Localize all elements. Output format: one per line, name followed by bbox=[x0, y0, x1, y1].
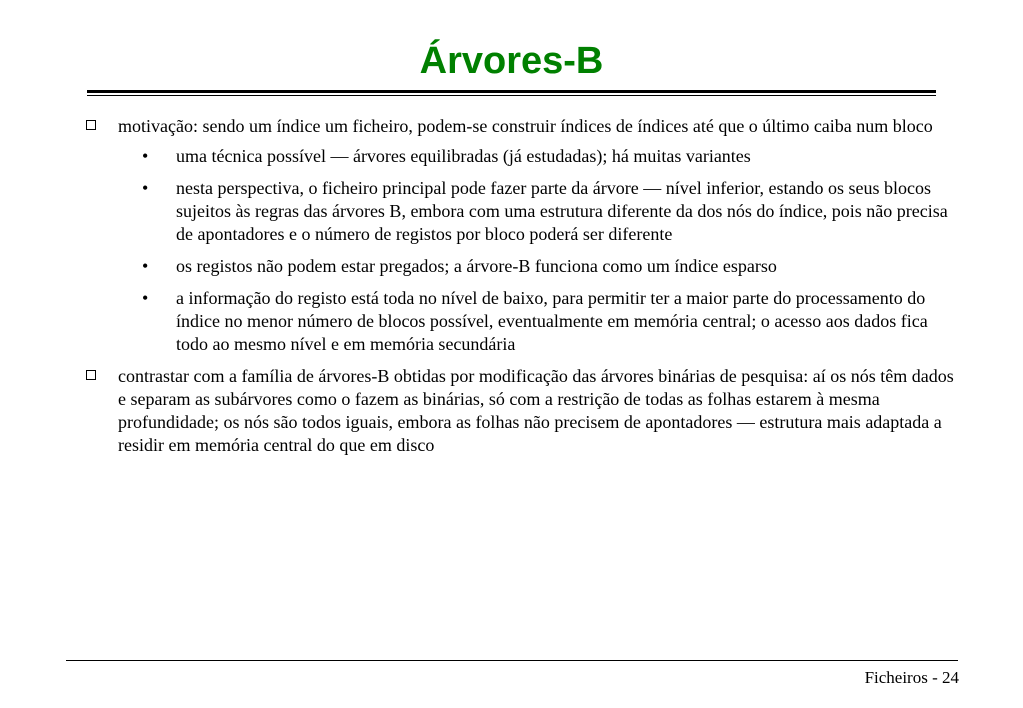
bullet-item bbox=[86, 115, 956, 138]
bullet-item bbox=[86, 365, 956, 457]
sub-bullet-item bbox=[86, 145, 956, 168]
bullet-dot: • bbox=[142, 178, 149, 198]
sub-bullet-item bbox=[86, 287, 956, 356]
sub-bullet-item bbox=[86, 177, 956, 246]
sub-bullet-text: os registos não podem estar pregados; a árvore-B funciona como um índice esparso bbox=[176, 256, 777, 276]
sub-bullet-item bbox=[86, 255, 956, 278]
hollow-square-bullet-icon bbox=[86, 370, 96, 380]
bullet-text: motivação: sendo um índice um ficheiro, podem-se construir índices de índices até que o último caiba num bloco bbox=[118, 116, 933, 136]
bullet-dot: • bbox=[142, 146, 149, 166]
bullet-dot: • bbox=[142, 256, 149, 276]
slide-title: Árvores-B bbox=[419, 40, 604, 82]
footer-page-label: Ficheiros - 24 bbox=[864, 668, 959, 687]
sub-bullet-text: a informação do registo está toda no nível de baixo, para permitir ter a maior parte do processamento do índice no menor número de blocos possível, eventualmente em memória central; o acesso aos dados fica todo ao mesmo nível e em memória secundária bbox=[176, 288, 928, 354]
bullet-text: contrastar com a família de árvores-B obtidas por modificação das árvores binárias de pesquisa: aí os nós têm dados e separam as subárvores como o fazem as binárias, só com a restrição de todas as folhas estarem à mesma profundidade; os nós são todos iguais, embora as folhas não precisem de apontadores — estrutura mais adaptada a residir em memória central do que em disco bbox=[118, 366, 954, 455]
title-divider bbox=[87, 90, 936, 96]
sub-bullet-text: uma técnica possível — árvores equilibradas (já estudadas); há muitas variantes bbox=[176, 146, 751, 166]
bullet-dot: • bbox=[142, 288, 149, 308]
hollow-square-bullet-icon bbox=[86, 120, 96, 130]
slide-content bbox=[86, 115, 956, 464]
footer-divider bbox=[66, 660, 958, 661]
sub-bullet-text: nesta perspectiva, o ficheiro principal pode fazer parte da árvore — nível inferior, estando os seus blocos sujeitos às regras das árvores B, embora com uma estrutura diferente da dos nós do índice, pois não precisa de apontadores e o número de registos por bloco poderá ser diferente bbox=[176, 178, 948, 244]
